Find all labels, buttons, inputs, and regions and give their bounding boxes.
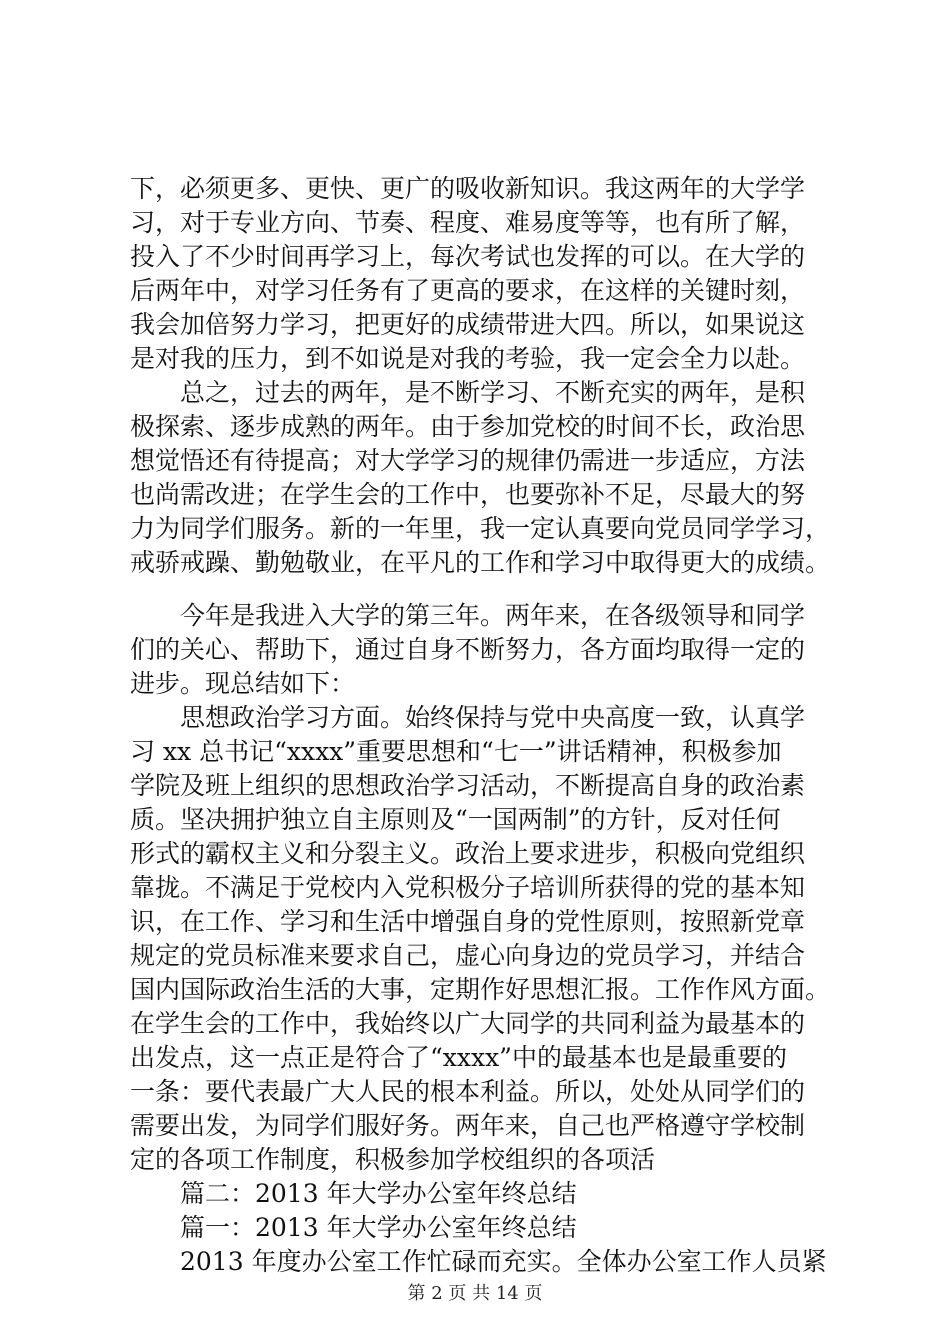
section-heading: 篇一：2013 年大学办公室年终总结 bbox=[130, 1213, 577, 1242]
text-line: 思想政治学习方面。始终保持与党中央高度一致，认真学 bbox=[130, 703, 806, 732]
text-line: 是对我的压力，到不如说是对我的考验，我一定会全力以赴。 bbox=[130, 344, 806, 373]
text-line: 戒骄戒躁、勤勉敬业，在平凡的工作和学习中取得更大的成绩。 bbox=[130, 548, 830, 577]
text-line: 靠拢。不满足于党校内入党积极分子培训所获得的党的基本知 bbox=[130, 873, 806, 902]
text-line: 定的各项工作制度，积极参加学校组织的各项活 bbox=[130, 1145, 656, 1174]
text-line: 极探索、逐步成熟的两年。由于参加党校的时间不长，政治思 bbox=[130, 412, 806, 441]
text-line: 也尚需改进；在学生会的工作中，也要弥补不足，尽最大的努 bbox=[130, 480, 806, 509]
text-line: 识，在工作、学习和生活中增强自身的党性原则，按照新党章 bbox=[130, 907, 806, 936]
section-heading: 篇二：2013 年大学办公室年终总结 bbox=[130, 1179, 577, 1208]
text-line: 一条：要代表最广大人民的根本利益。所以，处处从同学们的 bbox=[130, 1077, 806, 1106]
text-line: 想觉悟还有待提高；对大学学习的规律仍需进一步适应，方法 bbox=[130, 446, 806, 475]
text-line: 投入了不少时间再学习上，每次考试也发挥的可以。在大学的 bbox=[130, 242, 806, 271]
page-number-footer: 第 2 页 共 14 页 bbox=[407, 1283, 543, 1304]
text-line: 今年是我进入大学的第三年。两年来，在各级领导和同学 bbox=[130, 601, 806, 630]
text-line: 我会加倍努力学习，把更好的成绩带进大四。所以，如果说这 bbox=[130, 310, 806, 339]
text-line: 总之，过去的两年，是不断学习、不断充实的两年，是积 bbox=[130, 378, 806, 407]
text-line: 2013 年度办公室工作忙碌而充实。全体办公室工作人员紧 bbox=[130, 1247, 827, 1276]
text-line: 力为同学们服务。新的一年里，我一定认真要向党员同学学习， bbox=[130, 514, 830, 543]
text-line: 出发点，这一点正是符合了“xxxx”中的最基本也是最重要的 bbox=[130, 1043, 787, 1072]
text-line: 学院及班上组织的思想政治学习活动，不断提高自身的政治素 bbox=[130, 771, 806, 800]
text-line: 在学生会的工作中，我始终以广大同学的共同利益为最基本的 bbox=[130, 1009, 806, 1038]
text-line: 形式的霸权主义和分裂主义。政治上要求进步，积极向党组织 bbox=[130, 839, 806, 868]
text-line: 进步。现总结如下： bbox=[130, 669, 356, 698]
text-line: 需要出发，为同学们服好务。两年来，自己也严格遵守学校制 bbox=[130, 1111, 806, 1140]
text-line: 国内国际政治生活的大事，定期作好思想汇报。工作作风方面。 bbox=[130, 975, 830, 1004]
text-line: 习，对于专业方向、节奏、程度、难易度等等，也有所了解， bbox=[130, 208, 806, 237]
text-line: 质。坚决拥护独立自主原则及“一国两制”的方针，反对任何 bbox=[130, 805, 781, 834]
text-line: 后两年中，对学习任务有了更高的要求，在这样的关键时刻， bbox=[130, 276, 806, 305]
text-line: 习 xx 总书记“xxxx”重要思想和“七一”讲话精神，积极参加 bbox=[130, 737, 782, 766]
text-line: 下，必须更多、更快、更广的吸收新知识。我这两年的大学学 bbox=[130, 174, 806, 203]
text-line: 们的关心、帮助下，通过自身不断努力，各方面均取得一定的 bbox=[130, 635, 806, 664]
text-line: 规定的党员标准来要求自己，虚心向身边的党员学习，并结合 bbox=[130, 941, 806, 970]
